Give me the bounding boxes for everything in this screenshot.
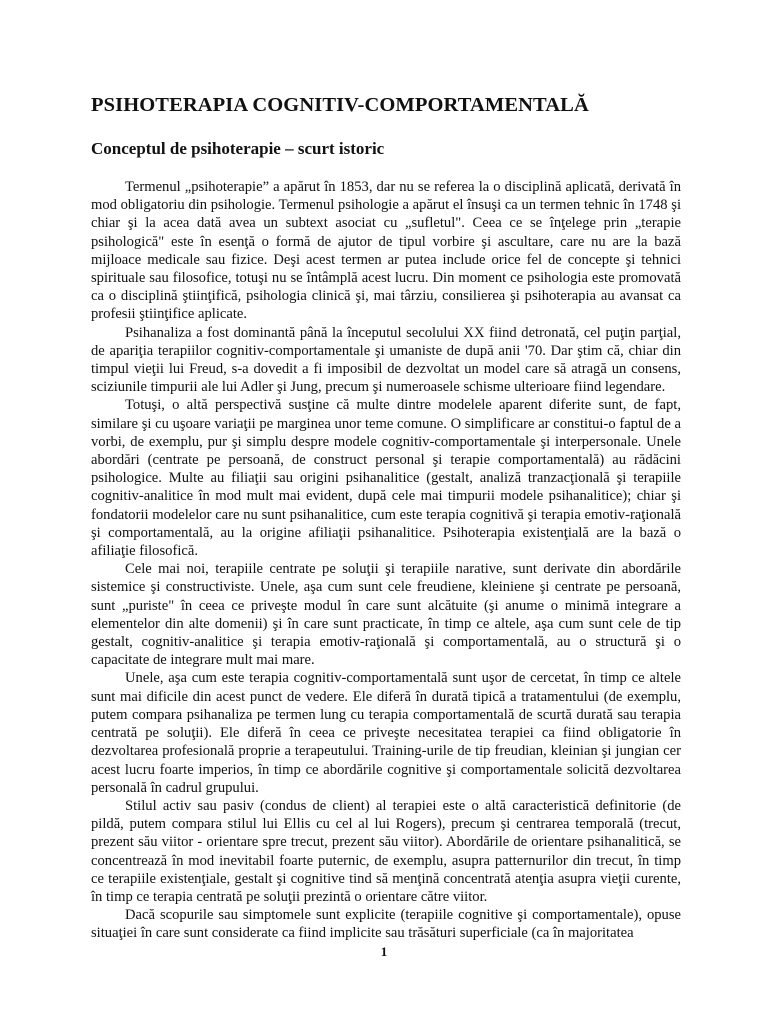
section-heading: Conceptul de psihoterapie – scurt istoric [91,139,385,158]
page-number: 1 [380,944,388,959]
paragraph: Totuşi, o altă perspectivă susţine că multe dintre modelele aparent diferite sunt, de fapt, similare şi cu uşoare variaţii pe marginea unor teme comune. O simplificare ar constitui-o faptul de a vorbi, de exemplu, pur şi simplu despre modele cognitiv-comportamentale şi interpersonale. Unele abordări (centrate pe persoană, de construct personal şi terapie comportamentală) au rădăcini psihologice. Multe au filiaţii sau origini psihanalitice (gestalt, analiză tranzacţională şi terapiile cognitiv-analitice în mod mult mai evident, după cele mai timpurii modele psihanalitice); chiar şi fondatorii modelelor care nu sunt psihanalitice, cum este terapia cognitivă şi terapia emotiv-raţională şi comportamentală, au la origine afiliaţii psihanalitice. Psihoterapia existenţială are la bază o afiliaţie filosofică. [91,397,681,560]
paragraph: Dacă scopurile sau simptomele sunt explicite (terapiile cognitive şi comportamentale), opuse situaţiei în care sunt considerate ca fiind implicite sau trăsături superficiale (ca în majoritatea [91,907,681,942]
document-body [91,178,681,943]
paragraph: Cele mai noi, terapiile centrate pe soluţii şi terapiile narative, sunt derivate din abordările sistemice şi constructiviste. Unele, aşa cum sunt cele freudiene, kleiniene şi centrate pe persoană, sunt „puriste" în ceea ce priveşte modul în care sunt alcătuite (şi anume o minimă integrare a elementelor din alte domenii) şi în care sunt practicate, în timp ce altele, aşa cum sunt cele de tip gestalt, cognitiv-analitice şi terapia emotiv-raţională şi comportamentală, au o structură şi o capacitate de integrare mult mai mare. [91,561,681,669]
paragraph: Psihanaliza a fost dominantă până la începutul secolului XX fiind detronată, cel puţin parţial, de apariţia terapiilor cognitiv-comportamentale şi umaniste de după anii '70. Dar ştim că, chiar din timpul vieţii lui Freud, s-a dovedit a fi imposibil de dezvoltat un model care să atragă un consens, sciziunile timpurii ale lui Adler şi Jung, precum şi numeroasele schisme ulterioare fiind legendare. [91,324,681,396]
document-title: PSIHOTERAPIA COGNITIV-COMPORTAMENTALĂ [91,94,589,116]
paragraph: Termenul „psihoterapie” a apărut în 1853, dar nu se referea la o disciplină aplicată, derivată în mod obligatoriu din psihologie. Termenul psihologie a apărut el însuşi ca un termen tehnic în 1748 şi chiar şi la acea dată avea un subtext asociat cu „sufletul". Ceea ce se înţelege prin „terapie psihologică" este în esenţă o formă de ajutor de tipul vorbire şi ascultare, care nu are la bază mijloace medicale sau fizice. Deşi acest termen ar putea include orice fel de concepte şi tehnici spirituale sau filosofice, totuşi nu se întâmplă acest lucru. Din moment ce psihologia este promovată ca o disciplină ştiinţifică, psihologia clinică şi, mai târziu, consilierea şi psihoterapia au avansat ca profesii ştiinţifice aplicate. [91,179,681,323]
paragraph: Unele, aşa cum este terapia cognitiv-comportamentală sunt uşor de cercetat, în timp ce altele sunt mai dificile din acest punct de vedere. Ele diferă în durată tipică a tratamentului (de exemplu, putem compara psihanaliza pe termen lung cu terapia comportamentală de scurtă durată sau terapia centrată pe soluţii). Ele diferă în ceea ce priveşte necesitatea terapiei ca fiind obligatorie în dezvoltarea profesională proprie a terapeutului. Training-urile de tip freudian, kleinian şi jungian cer acest lucru foarte imperios, în timp ce abordările cognitive şi comportamentale solicită dezvoltarea personală în cadrul grupului. [91,670,681,796]
paragraph: Stilul activ sau pasiv (condus de client) al terapiei este o altă caracteristică definitorie (de pildă, putem compara stilul lui Ellis cu cel al lui Rogers), precum şi centrarea temporală (trecut, prezent său viitor - orientare spre trecut, prezent său viitor). Abordările de orientare psihanalitică, se concentrează în mod inevitabil foarte puternic, de exemplu, asupra patternurilor din trecut, în timp ce terapiile existenţiale, gestalt şi cognitive tind să menţină concentrată atenţia asupra vieţii curente, în timp ce terapia centrată pe soluţii prezintă o orientare către viitor. [91,797,681,905]
